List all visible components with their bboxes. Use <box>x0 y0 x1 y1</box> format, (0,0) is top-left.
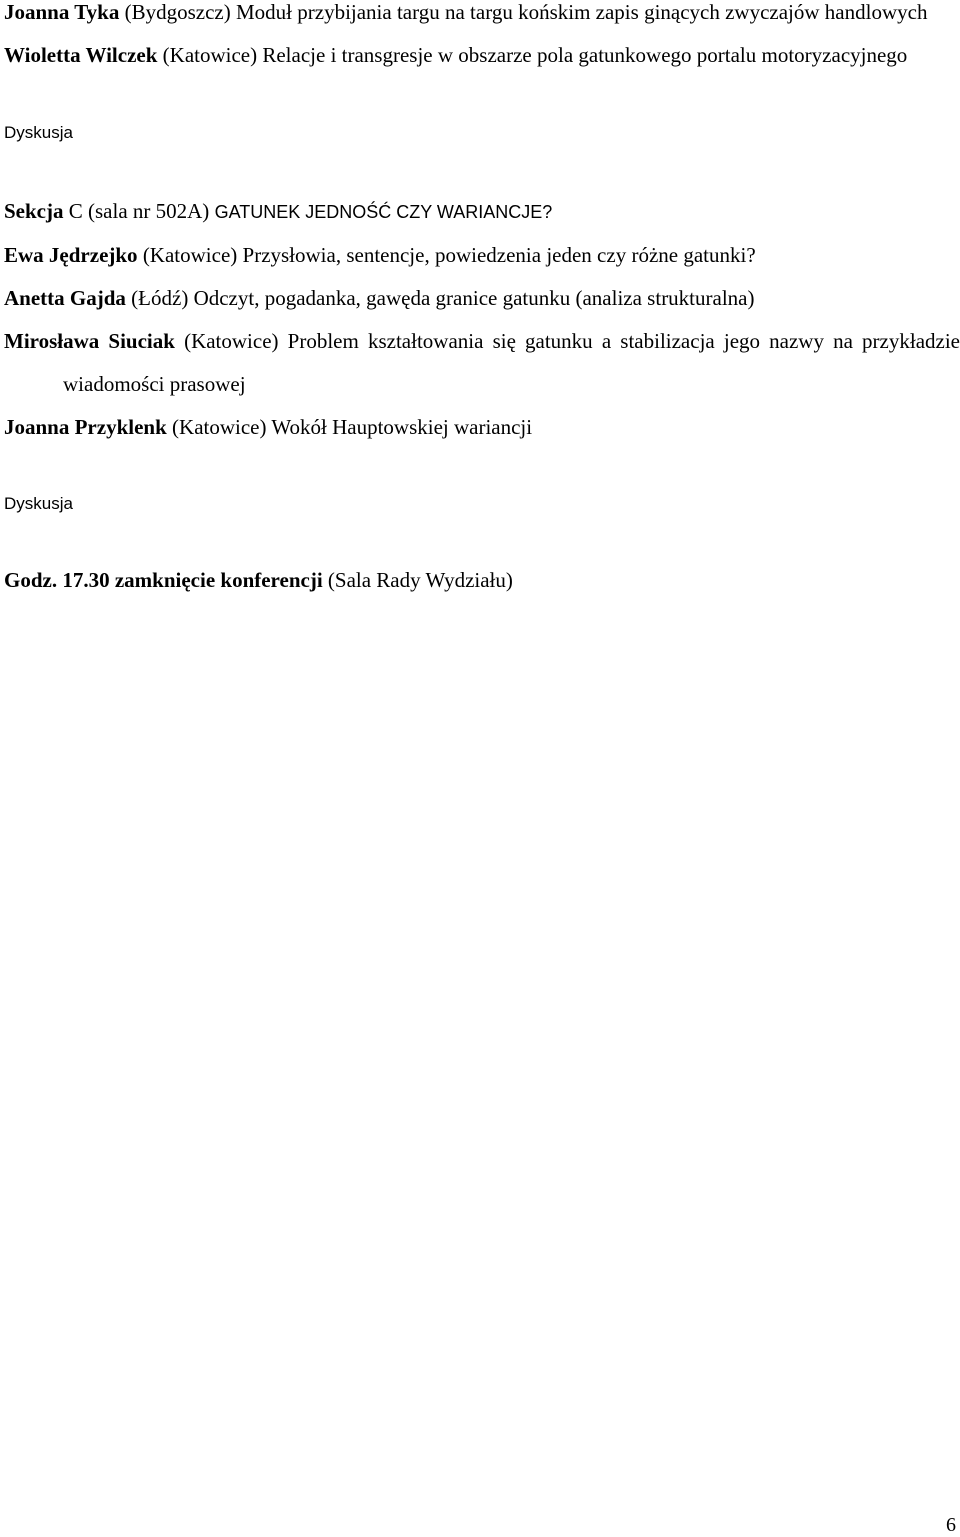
talk-title: Wokół Hauptowskiej wariancji <box>271 415 533 439</box>
speaker-city: (Łódź) <box>131 286 189 310</box>
document-page <box>4 0 960 602</box>
speaker-name: Mirosława Siuciak <box>4 329 175 353</box>
talk-title: Moduł przybijania targu na targu końskim zapis ginących zwyczajów handlowych <box>236 0 928 24</box>
section-room: C (sala nr 502A) <box>68 199 210 223</box>
program-entry <box>4 277 960 320</box>
speaker-name: Anetta Gajda <box>4 286 126 310</box>
speaker-city: (Katowice) <box>184 329 279 353</box>
section-label: Sekcja <box>4 199 64 223</box>
closing-time: Godz. 17.30 zamknięcie konferencji <box>4 568 323 592</box>
spacer <box>4 154 960 190</box>
closing-place: (Sala Rady Wydziału) <box>327 568 513 592</box>
spacer <box>4 449 960 482</box>
speaker-city: (Bydgoszcz) <box>124 0 231 24</box>
speaker-city: (Katowice) <box>142 243 238 267</box>
speaker-city: (Katowice) <box>172 415 267 439</box>
talk-title: Relacje i transgresje w obszarze pola gatunkowego portalu motoryzacyjnego <box>262 43 908 67</box>
discussion-label: Dyskusja <box>4 494 73 513</box>
speaker-city: (Katowice) <box>162 43 258 67</box>
spacer <box>4 525 960 559</box>
discussion-label: Dyskusja <box>4 123 73 142</box>
speaker-name: Ewa Jędrzejko <box>4 243 138 267</box>
program-entry <box>4 234 960 277</box>
page-number: 6 <box>946 1514 956 1536</box>
program-entry <box>4 406 960 449</box>
speaker-name: Joanna Tyka <box>4 0 120 24</box>
speaker-name: Joanna Przyklenk <box>4 415 167 439</box>
program-entry <box>4 34 960 77</box>
talk-title: Problem kształtowania się gatunku a stabilizacja jego nazwy na przykładzie wiadomości prasowej <box>63 329 960 396</box>
talk-title: Odczyt, pogadanka, gawęda granice gatunku (analiza strukturalna) <box>193 286 755 310</box>
program-entry <box>4 320 960 406</box>
program-entry <box>4 0 960 34</box>
talk-title: Przysłowia, sentencje, powiedzenia jeden czy różne gatunki? <box>242 243 756 267</box>
section-heading <box>4 190 960 234</box>
closing-line <box>4 559 960 602</box>
speaker-name: Wioletta Wilczek <box>4 43 158 67</box>
spacer <box>4 77 960 111</box>
section-title: GATUNEK JEDNOŚĆ CZY WARIANCJE? <box>214 202 553 222</box>
